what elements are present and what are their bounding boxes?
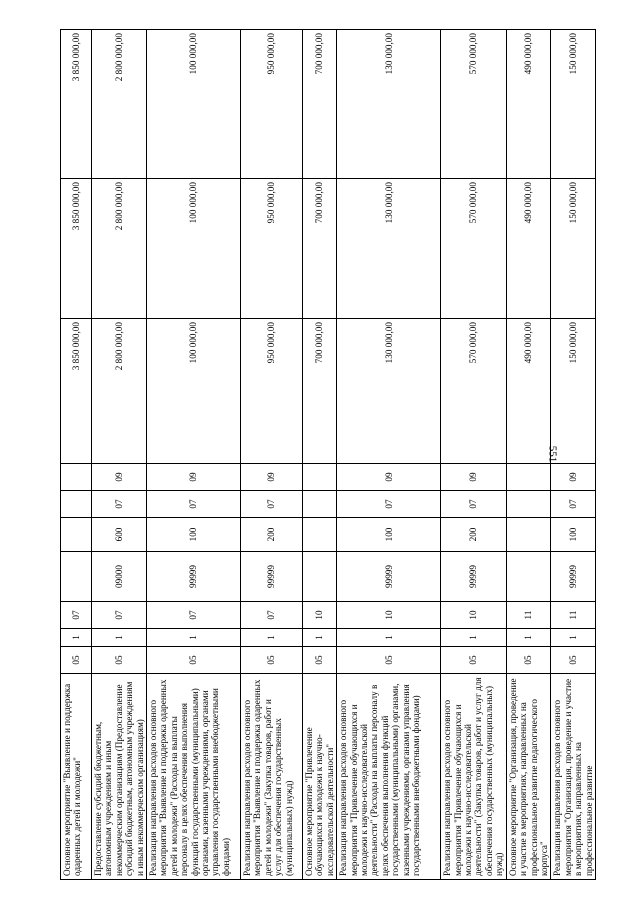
code-cell: 09	[551, 464, 596, 491]
table-row	[551, 30, 596, 880]
amount-cell: 570 000,00	[441, 30, 506, 179]
code-cell: 05	[303, 647, 337, 674]
row-name: Реализация направления расходов основного мероприятия "Выявление и поддержка одаренных детей и молодежи" (Закупка товаров, работ и услуг для обеспечения государственных (муниципальных) нужд)	[241, 674, 303, 880]
code-cell	[506, 464, 551, 491]
row-name: Реализация направления расходов основного мероприятия "Выявление и поддержка одаренных детей и молодежи" (Расходы на выплаты персоналу в целях обеспечения выполнения функций государственными (муниципальными) органами, казенными учреждениями, органами управления государственными внебюджетными фондами)	[147, 674, 241, 880]
table-row	[441, 30, 506, 880]
code-cell: 1	[241, 629, 303, 647]
amount-cell: 570 000,00	[441, 179, 506, 319]
amount-cell: 100 000,00	[147, 319, 241, 464]
row-name: Реализация направления расходов основного мероприятия "Привлечение обучающихся и молодежи к научно-исследовательской деятельности" (Расходы на выплаты персоналу в целях обеспечения выполнения функций государственными (муниципальными) органами, казенными учреждениями, органами управления государственными внебюджетными фондами)	[337, 674, 441, 880]
code-cell: 09	[337, 464, 441, 491]
code-cell: 07	[441, 491, 506, 518]
code-cell	[61, 491, 92, 518]
code-cell: 1	[551, 629, 596, 647]
code-cell: 09	[241, 464, 303, 491]
code-cell: 07	[147, 491, 241, 518]
code-cell	[506, 491, 551, 518]
code-cell: 11	[551, 602, 596, 629]
amount-cell: 150 000,00	[551, 319, 596, 464]
code-cell: 10	[303, 602, 337, 629]
amount-cell: 3 850 000,00	[61, 30, 92, 179]
table-row	[61, 30, 92, 880]
row-name: Реализация направления расходов основного мероприятия "Организация, проведение и участие в мероприятиях, направленных на профессиональное развитие	[551, 674, 596, 880]
code-cell: 1	[61, 629, 92, 647]
code-cell: 07	[92, 491, 147, 518]
code-cell	[303, 491, 337, 518]
code-cell: 05	[92, 647, 147, 674]
code-cell: 05	[337, 647, 441, 674]
code-cell	[303, 464, 337, 491]
code-cell	[303, 518, 337, 552]
code-cell: 100	[337, 518, 441, 552]
code-cell: 99999	[241, 552, 303, 602]
code-cell	[61, 552, 92, 602]
code-cell	[61, 464, 92, 491]
page-number: 551	[546, 445, 559, 463]
code-cell: 99999	[441, 552, 506, 602]
code-cell	[303, 552, 337, 602]
row-name: Реализация направления расходов основного мероприятия "Привлечение обучающихся и молодежи к научно-исследовательской деятельности" (Закупка товаров, работ и услуг для обеспечения государственных (муниципальных) нужд)	[441, 674, 506, 880]
table-row	[92, 30, 147, 880]
code-cell: 09	[147, 464, 241, 491]
code-cell: 1	[506, 629, 551, 647]
amount-cell: 150 000,00	[551, 30, 596, 179]
amount-cell: 130 000,00	[337, 179, 441, 319]
amount-cell: 700 000,00	[303, 319, 337, 464]
code-cell: 600	[92, 518, 147, 552]
code-cell: 05	[506, 647, 551, 674]
amount-cell: 2 800 000,00	[92, 30, 147, 179]
code-cell: 07	[92, 602, 147, 629]
table-row	[337, 30, 441, 880]
table-row	[147, 30, 241, 880]
code-cell: 09	[441, 464, 506, 491]
code-cell: 99999	[147, 552, 241, 602]
code-cell: 07	[337, 491, 441, 518]
amount-cell: 490 000,00	[506, 30, 551, 179]
code-cell: 100	[147, 518, 241, 552]
amount-cell: 700 000,00	[303, 30, 337, 179]
code-cell: 1	[303, 629, 337, 647]
amount-cell: 950 000,00	[241, 319, 303, 464]
amount-cell: 3 850 000,00	[61, 319, 92, 464]
amount-cell: 950 000,00	[241, 30, 303, 179]
code-cell: 05	[551, 647, 596, 674]
code-cell: 05	[441, 647, 506, 674]
amount-cell: 130 000,00	[337, 30, 441, 179]
amount-cell: 150 000,00	[551, 179, 596, 319]
code-cell: 05	[241, 647, 303, 674]
amount-cell: 700 000,00	[303, 179, 337, 319]
code-cell: 07	[551, 491, 596, 518]
amount-cell: 2 800 000,00	[92, 319, 147, 464]
amount-cell: 3 850 000,00	[61, 179, 92, 319]
amount-cell: 100 000,00	[147, 30, 241, 179]
amount-cell: 100 000,00	[147, 179, 241, 319]
code-cell: 100	[551, 518, 596, 552]
budget-table	[60, 29, 596, 880]
code-cell	[506, 552, 551, 602]
code-cell: 09000	[92, 552, 147, 602]
code-cell: 1	[337, 629, 441, 647]
code-cell: 99999	[337, 552, 441, 602]
code-cell: 10	[441, 602, 506, 629]
table-row	[303, 30, 337, 880]
code-cell: 07	[241, 491, 303, 518]
code-cell: 05	[147, 647, 241, 674]
code-cell: 200	[441, 518, 506, 552]
code-cell: 07	[61, 602, 92, 629]
amount-cell: 490 000,00	[506, 179, 551, 319]
amount-cell: 2 800 000,00	[92, 179, 147, 319]
code-cell	[61, 518, 92, 552]
code-cell: 05	[61, 647, 92, 674]
code-cell: 11	[506, 602, 551, 629]
amount-cell: 490 000,00	[506, 319, 551, 464]
amount-cell: 570 000,00	[441, 319, 506, 464]
table-row	[506, 30, 551, 880]
code-cell: 09	[92, 464, 147, 491]
code-cell: 1	[441, 629, 506, 647]
table-row	[241, 30, 303, 880]
row-name: Основное мероприятие "Организация, проведение и участие в мероприятиях, направленных на профессиональное развитие педагогического корпуса"	[506, 674, 551, 880]
row-name: Основное мероприятие "Выявление и поддержка одаренных детей и молодежи"	[61, 674, 92, 880]
code-cell	[506, 518, 551, 552]
code-cell: 07	[147, 602, 241, 629]
code-cell: 07	[241, 602, 303, 629]
amount-cell: 130 000,00	[337, 319, 441, 464]
amount-cell: 950 000,00	[241, 179, 303, 319]
row-name: Основное мероприятие "Привлечение обучающихся и молодежи к научно-исследовательской деятельности"	[303, 674, 337, 880]
row-name: Предоставление субсидий бюджетным, автономным учреждениям и иным некоммерческим организациям (Предоставление субсидий бюджетным, автономным учреждениям и иным некоммерческим организациям)	[92, 674, 147, 880]
code-cell: 200	[241, 518, 303, 552]
code-cell: 1	[147, 629, 241, 647]
code-cell: 99999	[551, 552, 596, 602]
code-cell: 10	[337, 602, 441, 629]
code-cell: 1	[92, 629, 147, 647]
